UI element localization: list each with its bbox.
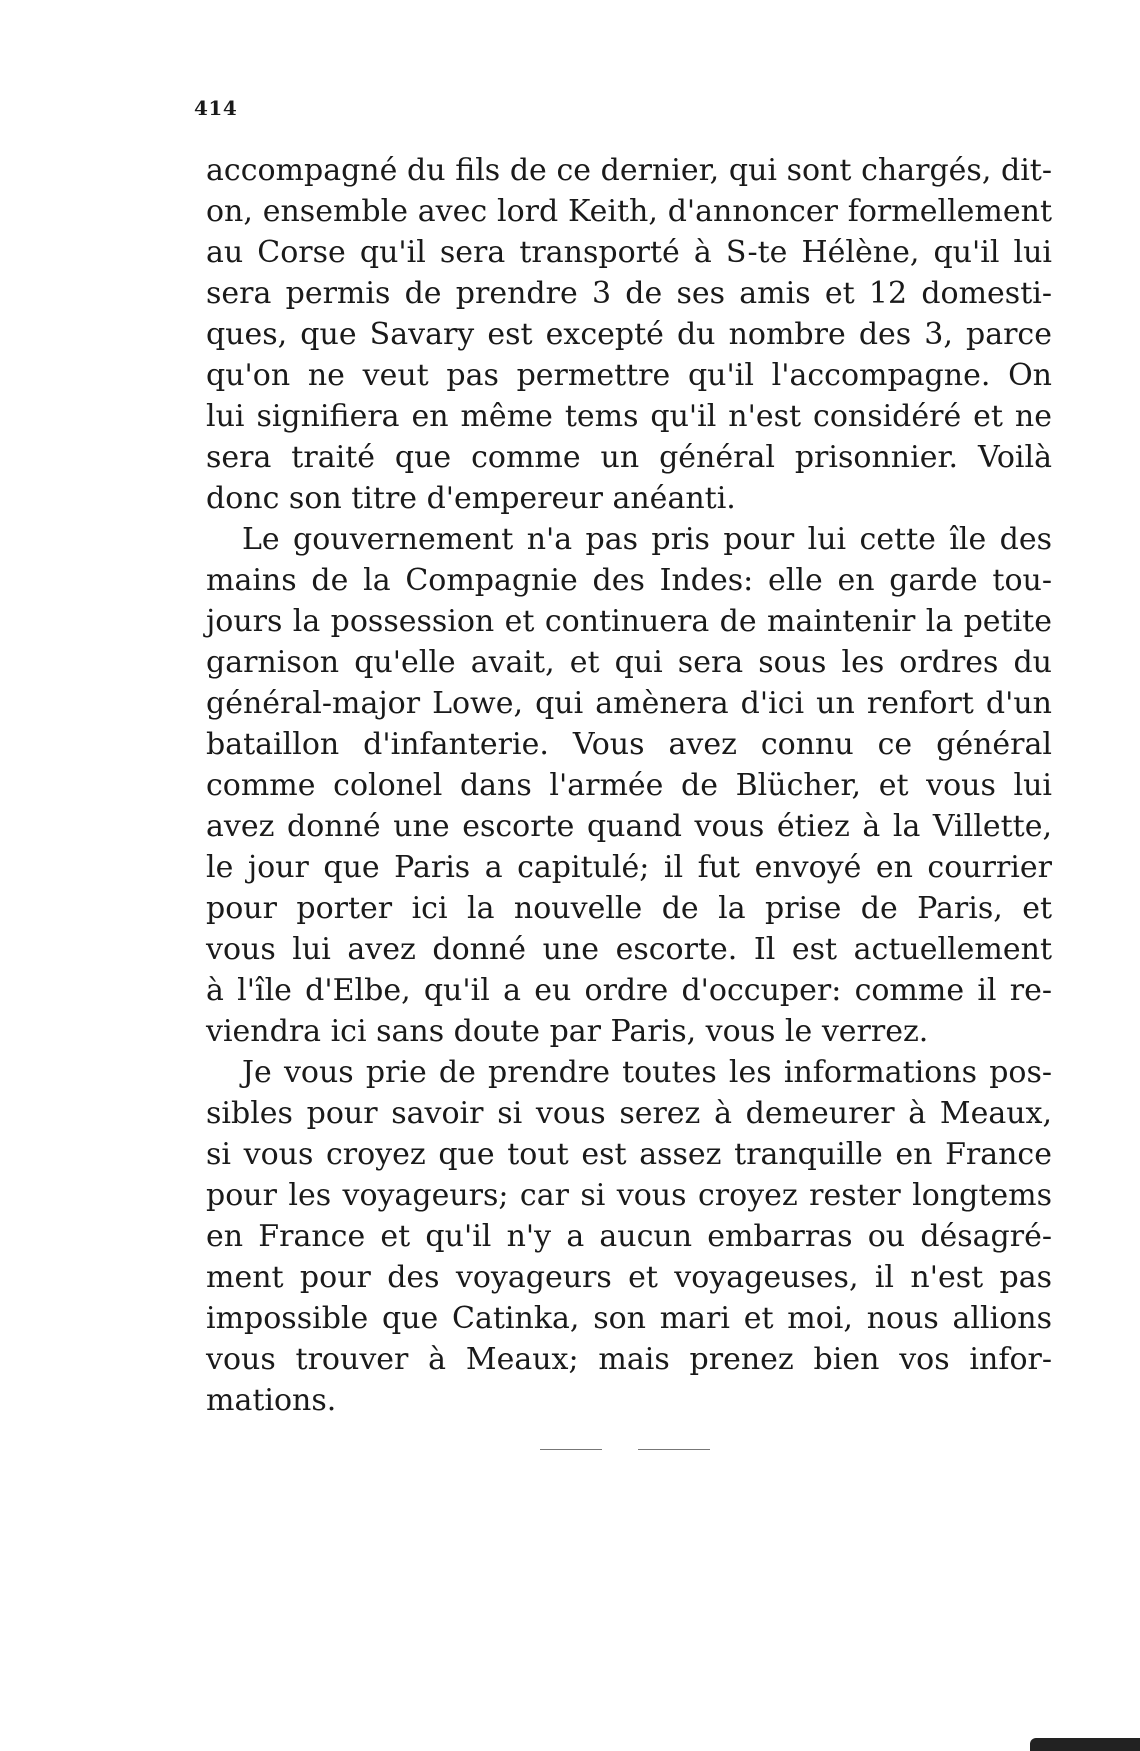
text-line: mations. [206,1383,337,1418]
text-line: comme colonel dans l'armée de Blücher, et vous lui [206,768,1052,803]
text-line: le jour que Paris a capitulé; il fut envoyé en courrier [206,850,1052,885]
text-line: Je vous prie de prendre toutes les informations pos- [242,1055,1052,1090]
text-line: pour les voyageurs; car si vous croyez rester longtems [206,1178,1052,1213]
text-line: ment pour des voyageurs et voyageuses, il n'est pas [206,1260,1052,1295]
text-line: ques, que Savary est excepté du nombre des 3, parce [206,317,1052,352]
body-text [206,150,1052,1421]
text-line: vous lui avez donné une escorte. Il est actuellement [206,932,1052,967]
separator-dash [638,1449,710,1450]
text-line: accompagné du fils de ce dernier, qui sont chargés, dit- [206,153,1052,188]
text-line: on, ensemble avec lord Keith, d'annoncer formellement [206,194,1052,229]
text-line: sibles pour savoir si vous serez à demeurer à Meaux, [206,1096,1052,1131]
text-line: à l'île d'Elbe, qu'il a eu ordre d'occuper: comme il re- [206,973,1052,1008]
paragraph-2 [206,519,1052,1052]
text-line: impossible que Catinka, son mari et moi, nous allions [206,1301,1052,1336]
paragraph-3 [206,1052,1052,1421]
text-line: général-major Lowe, qui amènera d'ici un renfort d'un [206,686,1052,721]
text-line: mains de la Compagnie des Indes: elle en garde tou- [206,563,1052,598]
text-line: jours la possession et continuera de maintenir la petite [206,604,1052,639]
text-line: pour porter ici la nouvelle de la prise de Paris, et [206,891,1052,926]
text-line: donc son titre d'empereur anéanti. [206,481,736,516]
text-line: sera traité que comme un général prisonnier. Voilà [206,440,1052,475]
text-line: vous trouver à Meaux; mais prenez bien vos infor- [206,1342,1052,1377]
section-separator [540,1448,710,1452]
text-line: qu'on ne veut pas permettre qu'il l'accompagne. On [206,358,1052,393]
separator-dash [540,1449,602,1450]
paragraph-1 [206,150,1052,519]
text-line: lui signifiera en même tems qu'il n'est considéré et ne [206,399,1052,434]
text-line: bataillon d'infanterie. Vous avez connu ce général [206,727,1052,762]
text-line: garnison qu'elle avait, et qui sera sous les ordres du [206,645,1052,680]
text-line: en France et qu'il n'y a aucun embarras ou désagré- [206,1219,1052,1254]
text-line: avez donné une escorte quand vous étiez à la Villette, [206,809,1052,844]
page-number: 414 [194,96,238,120]
text-line: viendra ici sans doute par Paris, vous le verrez. [206,1014,929,1049]
text-line: au Corse qu'il sera transporté à S-te Hélène, qu'il lui [206,235,1052,270]
text-line: sera permis de prendre 3 de ses amis et 12 domesti- [206,276,1052,311]
text-line: Le gouvernement n'a pas pris pour lui cette île des [242,522,1052,557]
scan-edge-mark [1030,1738,1140,1751]
text-line: si vous croyez que tout est assez tranquille en France [206,1137,1052,1172]
